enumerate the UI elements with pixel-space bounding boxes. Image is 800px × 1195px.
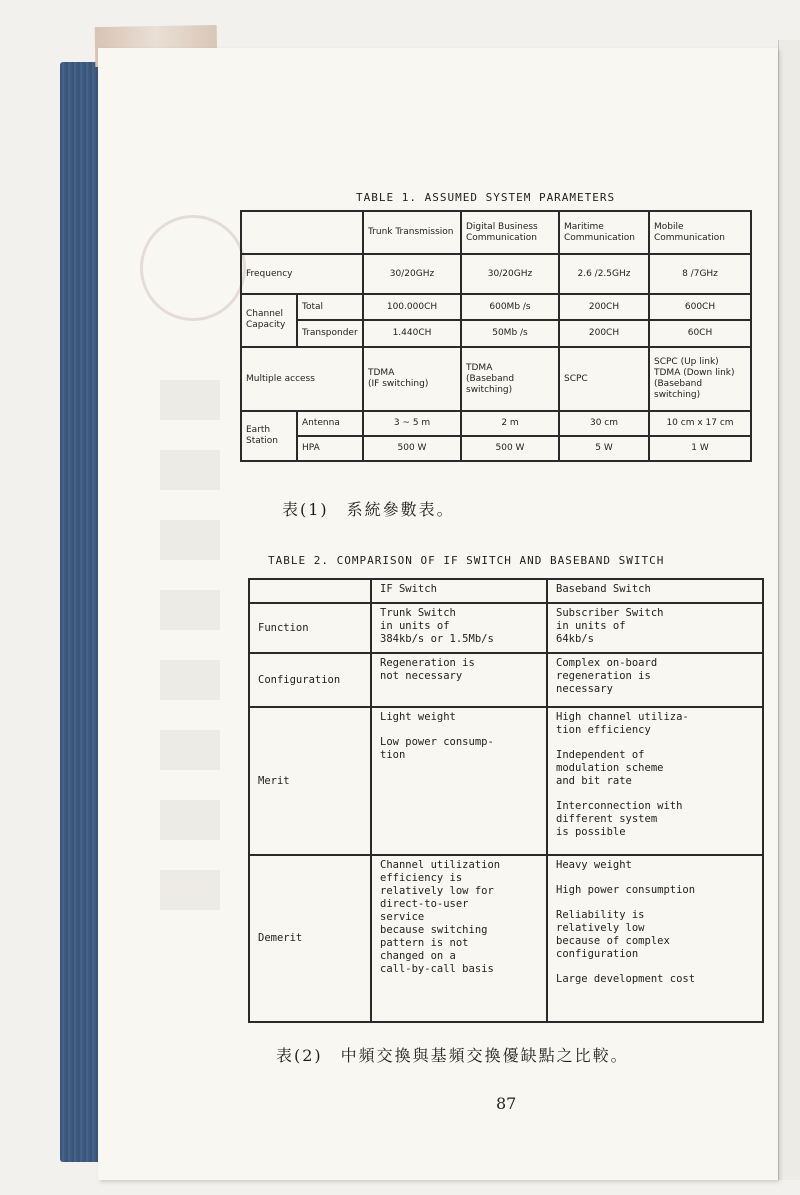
row-label-function: Function [249, 603, 371, 653]
table1-cell: 2 m [461, 411, 559, 436]
table1-header: Digital Business Communication [461, 211, 559, 254]
table1-cell: 10 cm x 17 cm [649, 411, 751, 436]
row-label-merit: Merit [249, 707, 371, 855]
cell-text: Channel utilization efficiency is relatively low for direct-to-user service because switching pattern is not changed on a call-by-call basis [380, 859, 501, 975]
cell-text: Light weight [380, 711, 456, 723]
table1-cell: SCPC (Up link) TDMA (Down link) (Baseband switching) [649, 347, 751, 411]
table2-chinese-caption: 表(2) 中頻交換與基頻交換優缺點之比較。 [276, 1046, 629, 1065]
table1-cell: 500 W [363, 436, 461, 461]
table1-cell: 600CH [649, 294, 751, 321]
table1-cell: 8 /7GHz [649, 254, 751, 293]
bleed-through-seal [140, 215, 246, 321]
row-label-earth-station: Earth Station [241, 411, 297, 461]
cell-text: Regeneration is not necessary [380, 657, 475, 682]
cell-text: Interconnection with different system is possible [556, 800, 683, 838]
table2-cell [547, 707, 763, 855]
row-label-multiple-access: Multiple access [241, 347, 363, 411]
table1-cell: 200CH [559, 294, 649, 321]
table1-cell: 200CH [559, 320, 649, 347]
table1-cell: 30/20GHz [363, 254, 461, 293]
row-label-configuration: Configuration [249, 653, 371, 707]
table2-cell [547, 603, 763, 653]
cell-text: Subscriber Switch in units of 64kb/s [556, 607, 664, 645]
row-sublabel-antenna: Antenna [297, 411, 363, 436]
table1-corner [241, 211, 363, 254]
table2-cell [547, 653, 763, 707]
cell-text: Trunk Switch in units of 384kb/s or 1.5Mb/s [380, 607, 494, 645]
table1-header: Mobile Communication [649, 211, 751, 254]
table1-cell: SCPC [559, 347, 649, 411]
cell-text: High power consumption [556, 884, 696, 896]
cell-text: Complex on-board regeneration is necessary [556, 657, 658, 695]
table1-cell: 1 W [649, 436, 751, 461]
row-sublabel-total: Total [297, 294, 363, 321]
adjacent-page-edge [778, 40, 800, 1180]
table1-cell: 500 W [461, 436, 559, 461]
table2-cell [371, 603, 547, 653]
row-label-frequency: Frequency [241, 254, 363, 293]
cell-text: Low power consump- tion [380, 736, 494, 761]
table2-caption: TABLE 2. COMPARISON OF IF SWITCH AND BASEBAND SWITCH [268, 554, 665, 567]
system-parameters-table [240, 210, 752, 462]
table2-header: IF Switch [371, 579, 547, 603]
cell-text: Reliability is relatively low because of complex configuration [556, 909, 670, 960]
row-label-channel-capacity: Channel Capacity [241, 294, 297, 348]
page-number: 87 [496, 1094, 517, 1113]
row-sublabel-hpa: HPA [297, 436, 363, 461]
row-label-demerit: Demerit [249, 855, 371, 1022]
table1-cell: 3 ~ 5 m [363, 411, 461, 436]
bleed-through-calligraphy [160, 380, 220, 940]
table1-chinese-caption: 表(1) 系統參數表。 [282, 500, 455, 519]
table1-caption: TABLE 1. ASSUMED SYSTEM PARAMETERS [356, 191, 616, 204]
cell-text: Heavy weight [556, 859, 632, 871]
table2-cell [371, 855, 547, 1022]
table2-cell [371, 653, 547, 707]
table1-cell: TDMA (Baseband switching) [461, 347, 559, 411]
table1-cell: 30/20GHz [461, 254, 559, 293]
table1-cell: 2.6 /2.5GHz [559, 254, 649, 293]
cell-text: High channel utiliza- tion efficiency [556, 711, 689, 736]
table1-cell: 100.000CH [363, 294, 461, 321]
table1-cell: 1.440CH [363, 320, 461, 347]
table1-cell: 50Mb /s [461, 320, 559, 347]
table1-cell: 5 W [559, 436, 649, 461]
row-sublabel-transponder: Transponder [297, 320, 363, 347]
table1-header: Maritime Communication [559, 211, 649, 254]
table1-cell: 30 cm [559, 411, 649, 436]
table1-header: Trunk Transmission [363, 211, 461, 254]
cell-text: Large development cost [556, 973, 696, 985]
table2-cell [547, 855, 763, 1022]
book-cover-spine [60, 62, 98, 1162]
cell-text: Independent of modulation scheme and bit rate [556, 749, 664, 787]
table1-cell: 60CH [649, 320, 751, 347]
table2-cell [371, 707, 547, 855]
if-vs-baseband-switch-table [248, 578, 764, 1023]
table2-corner [249, 579, 371, 603]
table2-header: Baseband Switch [547, 579, 763, 603]
table1-cell: 600Mb /s [461, 294, 559, 321]
table1-cell: TDMA (IF switching) [363, 347, 461, 411]
